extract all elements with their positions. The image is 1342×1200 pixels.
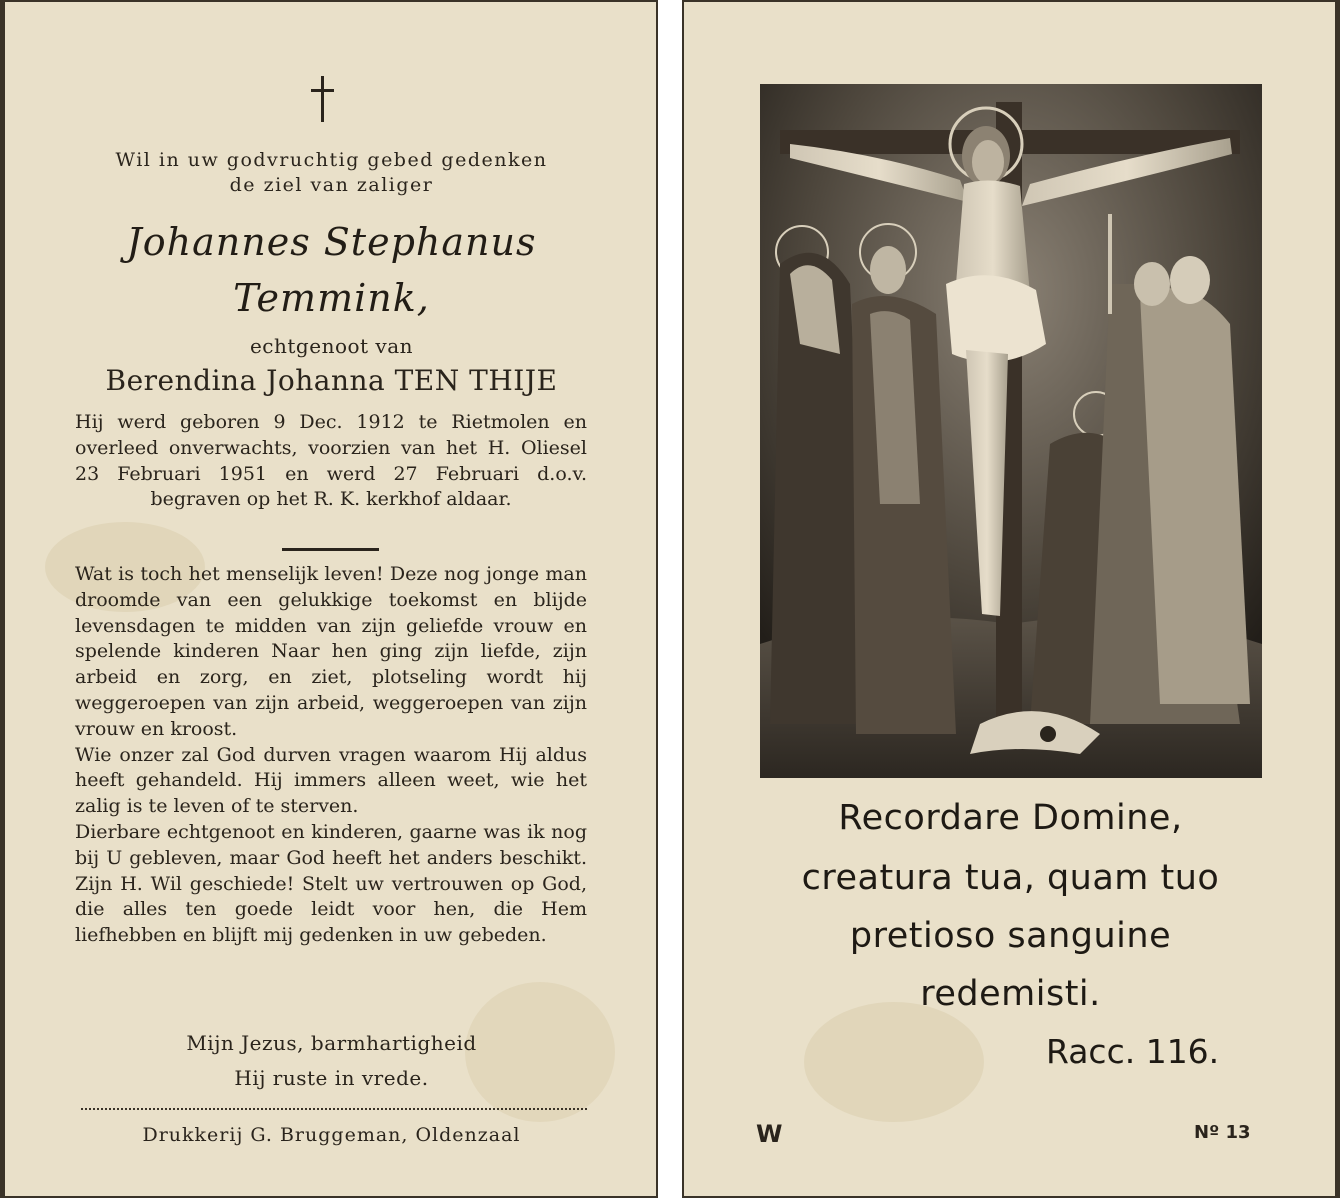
spouse-label: echtgenoot van (249, 334, 414, 358)
deceased-name-first: Johannes Stephanus (126, 220, 537, 264)
latin-prayer-line: creatura tua, quam tuo (801, 858, 1220, 898)
printer-credit: Drukkerij G. Bruggeman, Oldenzaal (142, 1124, 521, 1146)
divider (282, 548, 379, 551)
latin-prayer-line: pretioso sanguine (849, 916, 1172, 956)
publisher-mark: W (756, 1120, 783, 1148)
crucifixion-engraving (760, 84, 1262, 778)
prayer-line: Hij ruste in vrede. (234, 1066, 429, 1090)
memorial-card-text (0, 0, 658, 1198)
memorial-card-image (682, 0, 1340, 1198)
dotted-divider (81, 1108, 587, 1110)
deceased-name-last: Temmink, (233, 276, 430, 320)
card-number: Nº 13 (1194, 1122, 1251, 1143)
cross-icon (308, 76, 338, 124)
latin-prayer-line: redemisti. (920, 974, 1101, 1014)
biography-text: Hij werd geboren 9 Dec. 1912 te Rietmolen en overleed onverwachts, voorzien van het H. Oliesel 23 Februari 1951 en werd 27 Februari d.o.v. begraven op het R. K. kerkhof aldaar. (75, 411, 587, 511)
spouse-name: Berendina Johanna TEN THIJE (105, 364, 558, 397)
paper-stain (804, 1002, 984, 1122)
latin-prayer-line: Recordare Domine, (838, 798, 1183, 838)
memorial-text: Wat is toch het menselijk leven! Deze nog jonge man droomde van een gelukkige toekomst en blijde levensdagen te midden van zijn geliefde vrouw en spelende kinderen Naar hen ging zijn liefde, zijn arbeid en zorg, en ziet, plotseling wordt hij weggeroepen van zijn arbeid, weggeroepen van zijn vrouw en kroost. Wie onzer zal God durven vragen waarom Hij aldus heeft gehandeld. Hij immers alleen weet, wie het zalig is te leven of te sterven. Dierbare echtgenoot en kinderen, gaarne was ik nog bij U gebleven, maar God heeft het anders beschikt. Zijn H. Wil geschiede! Stelt uw vertrouwen op God, die alles ten goede leidt voor hen, die Hem liefhebben en blijft mij gedenken in uw gebeden. (75, 563, 587, 947)
raccolta-reference: Racc. 116. (1046, 1032, 1220, 1071)
prayer-line: Mijn Jezus, barmhartigheid (186, 1031, 477, 1055)
intro-text: Wil in uw godvruchtig gebed gedenken de ziel van zaliger (115, 149, 548, 196)
closing-prayer (5, 1026, 658, 1096)
